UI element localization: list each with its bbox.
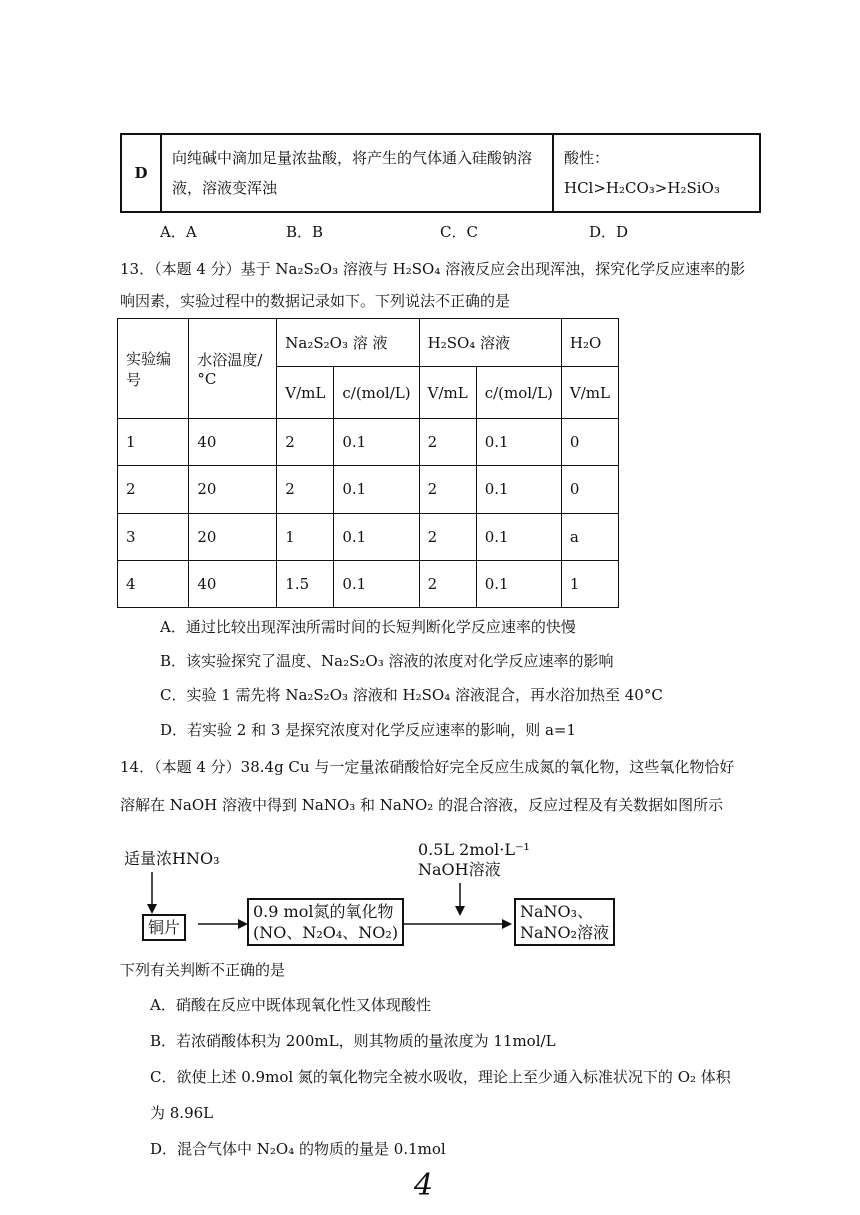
subheader-c: c/(mol/L) — [476, 367, 561, 419]
reagent-hno3-label: 适量浓HNO₃ — [124, 849, 220, 868]
q14-option-b[interactable]: B．若浓硝酸体积为 200mL，则其物质的量浓度为 11mol/L — [150, 1032, 556, 1050]
header-bath-temp: 水浴温度/°C — [189, 319, 277, 419]
cell: 1 — [118, 419, 189, 466]
naoh-line1: 0.5L 2mol·L⁻¹ — [418, 840, 530, 859]
q14-option-d[interactable]: D．混合气体中 N₂O₄ 的物质的量是 0.1mol — [150, 1140, 446, 1158]
header-water: H₂O — [561, 319, 618, 367]
page-number: 4 — [414, 1168, 434, 1203]
conclusion-text: HCl>H₂CO₃>H₂SiO₃ — [564, 179, 720, 197]
cell: 0.1 — [476, 513, 561, 560]
naoh-line2: NaOH溶液 — [418, 860, 501, 879]
copper-box: 铜片 — [142, 914, 186, 941]
header-h2so4: H₂SO₄ 溶液 — [419, 319, 561, 367]
cell: 0.1 — [476, 560, 561, 607]
cell: 1 — [277, 513, 334, 560]
q13-stem-line1: 13．（本题 4 分）基于 Na₂S₂O₃ 溶液与 H₂SO₄ 溶液反应会出现浑浊，探究化学反应速率的影 — [120, 260, 746, 278]
table-row — [118, 560, 619, 607]
header-exp-number: 实验编号 — [118, 319, 189, 419]
cell: 2 — [419, 419, 476, 466]
q14-prompt: 下列有关判断不正确的是 — [120, 961, 286, 979]
header-na2s2o3: Na₂S₂O₃ 溶 液 — [277, 319, 419, 367]
cell: 2 — [118, 466, 189, 513]
table-row — [118, 513, 619, 560]
cell: 1 — [561, 560, 618, 607]
subheader-c: c/(mol/L) — [334, 367, 419, 419]
cell: 0 — [561, 466, 618, 513]
subheader-v: V/mL — [419, 367, 476, 419]
cell: a — [561, 513, 618, 560]
cell: 40 — [189, 419, 277, 466]
q13-option-a[interactable]: A．通过比较出现浑浊所需时间的长短判断化学反应速率的快慢 — [160, 618, 576, 636]
nitrogen-oxides-box — [247, 898, 404, 946]
experiment-text: 向纯碱中滴加足量浓盐酸，将产生的气体通入硅酸钠溶液，溶液变浑浊 — [161, 134, 553, 212]
row-label: D — [121, 134, 161, 212]
cell: 2 — [419, 560, 476, 607]
product-line1: NaNO₃、 — [520, 902, 594, 921]
cell: 2 — [419, 513, 476, 560]
cell: 40 — [189, 560, 277, 607]
q13-option-b[interactable]: B．该实验探究了温度、Na₂S₂O₃ 溶液的浓度对化学反应速率的影响 — [160, 652, 614, 670]
table-row — [118, 419, 619, 466]
q13-option-c[interactable]: C．实验 1 需先将 Na₂S₂O₃ 溶液和 H₂SO₄ 溶液混合，再水浴加热至 40°C — [160, 686, 663, 704]
cell: 2 — [277, 419, 334, 466]
q12-choice-c[interactable]: C．C — [440, 223, 478, 241]
q14-option-c-continued: 为 8.96L — [150, 1104, 214, 1122]
q14-stem-line2: 溶解在 NaOH 溶液中得到 NaNO₃ 和 NaNO₂ 的混合溶液，反应过程及有关数据如图所示 — [120, 796, 724, 814]
nitrogen-oxides-line2: (NO、N₂O₄、NO₂) — [253, 923, 399, 942]
cell: 20 — [189, 466, 277, 513]
product-box — [514, 898, 615, 946]
q12-choice-d[interactable]: D．D — [589, 223, 629, 241]
cell: 2 — [419, 466, 476, 513]
q12-choice-a[interactable]: A．A — [160, 223, 197, 241]
subheader-v: V/mL — [277, 367, 334, 419]
cell: 0.1 — [476, 466, 561, 513]
cell: 1.5 — [277, 560, 334, 607]
q12-option-d-table — [120, 133, 761, 213]
cell: 0.1 — [334, 466, 419, 513]
cell: 2 — [277, 466, 334, 513]
q13-option-d[interactable]: D．若实验 2 和 3 是探究浓度对化学反应速率的影响，则 a=1 — [160, 721, 577, 739]
cell: 4 — [118, 560, 189, 607]
cell: 0.1 — [334, 560, 419, 607]
cell: 0.1 — [334, 419, 419, 466]
subheader-v: V/mL — [561, 367, 618, 419]
q12-choice-b[interactable]: B．B — [286, 223, 324, 241]
cell: 3 — [118, 513, 189, 560]
cell: 20 — [189, 513, 277, 560]
q14-stem-line1: 14．（本题 4 分）38.4g Cu 与一定量浓硝酸恰好完全反应生成氮的氧化物，这些氧化物恰好 — [120, 758, 735, 776]
q13-stem-line2: 响因素，实验过程中的数据记录如下。下列说法不正确的是 — [120, 292, 511, 310]
q14-option-c[interactable]: C．欲使上述 0.9mol 氮的氧化物完全被水吸收，理论上至少通入标准状况下的 O₂ 体积 — [150, 1068, 731, 1086]
product-line2: NaNO₂溶液 — [520, 923, 610, 942]
cell: 0 — [561, 419, 618, 466]
table-row — [118, 466, 619, 513]
nitrogen-oxides-line1: 0.9 mol氮的氧化物 — [253, 902, 394, 921]
q14-option-a[interactable]: A．硝酸在反应中既体现氧化性又体现酸性 — [150, 996, 431, 1014]
cell: 0.1 — [476, 419, 561, 466]
conclusion-title: 酸性： — [564, 149, 610, 167]
q13-data-table — [117, 318, 619, 608]
cell: 0.1 — [334, 513, 419, 560]
